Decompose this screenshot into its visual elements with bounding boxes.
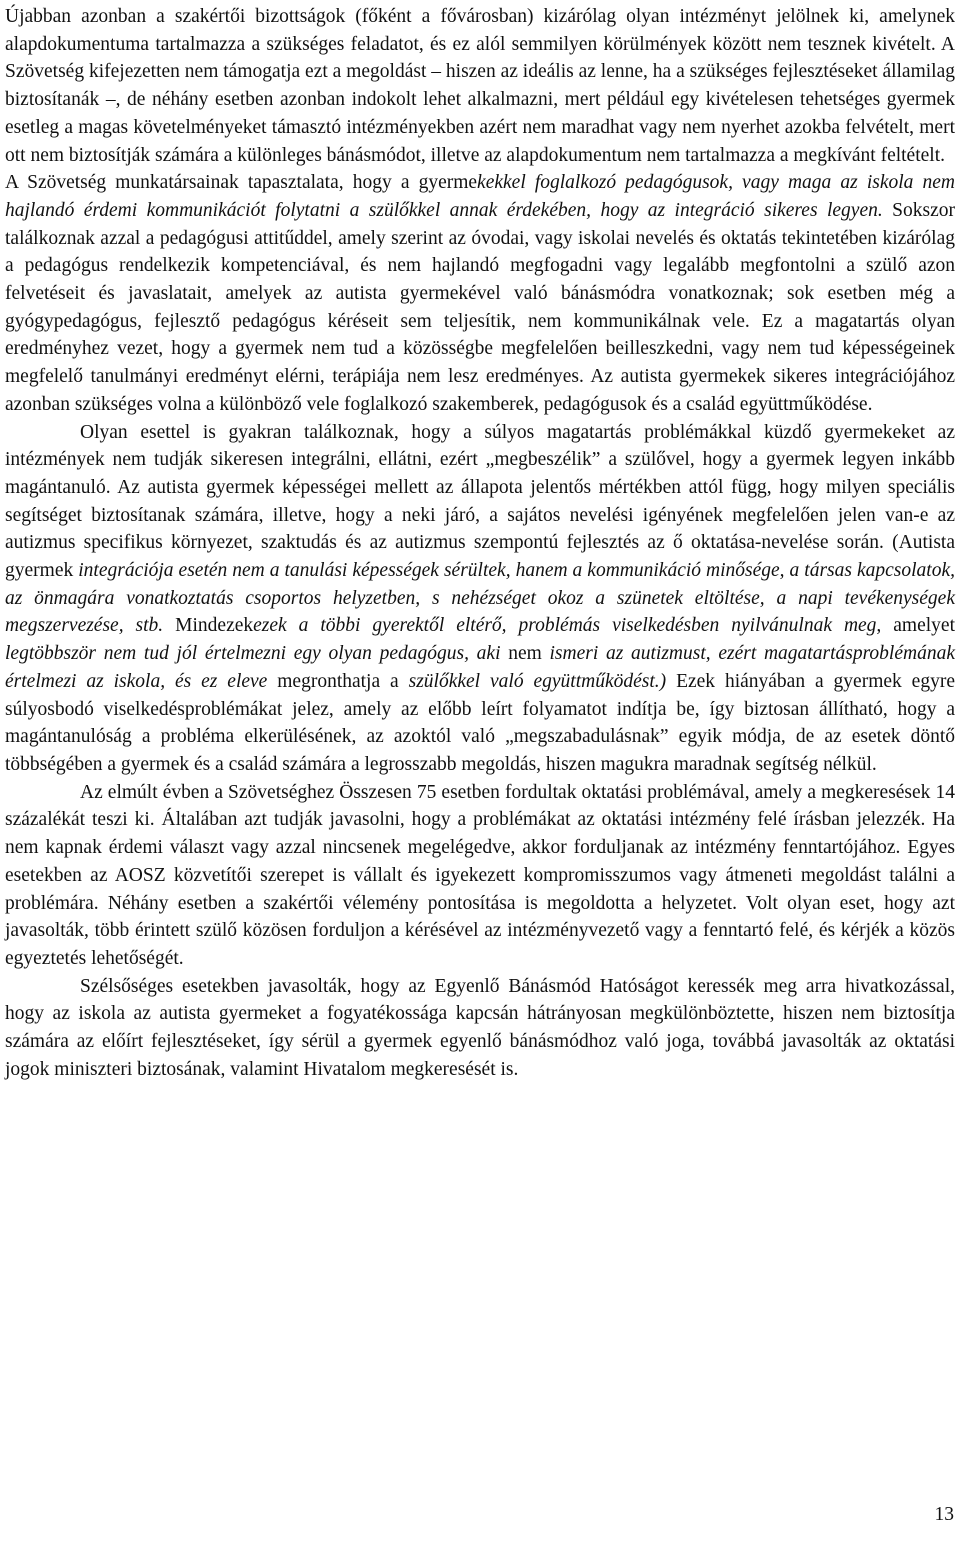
text-run: A Szövetség munkatársainak tapasztalata, hogy a gyerme [5, 172, 478, 194]
text-run: nem [500, 643, 550, 665]
text-run: megronthatja a [267, 670, 409, 692]
paragraph [5, 419, 955, 779]
paragraph [5, 973, 955, 1084]
paragraph [5, 779, 955, 973]
text-run: Az elmúlt évben a Szövetséghez Összesen 75 esetben fordultak oktatási problémával, amely a megkeresések 14 százalékát teszi ki. Általában azt tudják javasolni, hogy a problémákat az oktatási intézmény felé írásban jelezzék. Ha nem kapnak érdemi választ vagy azzal nincsenek megelégedve, akkor forduljanak az intézmény fenntartójához. Egyes esetekben az AOSZ közvetítői szerepet is vállalt és igyekezett kompromisszumos vagy átmeneti megoldást találni a problémára. Néhány esetben a szakértői vélemény pontosítása is megoldotta a helyzetet. Volt olyan eset, hogy azt javasolták, több érintett szülő közösen forduljon a kérésével az intézményvezető vagy a fenntartó felé, és kérjék a közös egyeztetés lehetőségét. [5, 781, 955, 969]
italic-text-run: ezek a többi gyerektől eltérő, problémás viselkedésben nyilvánulnak meg, [253, 615, 882, 637]
text-run: Szélsőséges esetekben javasolták, hogy az Egyenlő Bánásmód Hatóságot keressék meg arra hivatkozással, hogy az iskola az autista gyermeket a fogyatékossága kapcsán hátrányosan megkülönböztette, hiszen nem biztosítja számára az előírt fejlesztéseket, így sérül a gyermek egyenlő bánásmódhoz való joga, továbbá javasolták az oktatási jogok miniszteri biztosának, valamint Hivatalom megkeresését is. [5, 975, 955, 1080]
italic-text-run: szülőkkel való együttműködést.) [408, 670, 667, 692]
text-run: Sokszor találkoznak azzal a pedagógusi attitűddel, amely szerint az óvodai, vagy iskolai nevelés és oktatás tekintetében kizárólag a pedagógus rendelkezik kompetenciával, és nem hajlandó megfogadni vagy legalább megfontolni a szülő azon felvetéseit és javaslatait, amelyek az autista gyermekével való bánásmódra vonatkoznak; sok esetben még a gyógypedagógus, fejlesztő pedagógus kéréseit sem teljesítik, nem kommunikálnak vele. Ez a magatartás olyan eredményhez vezet, hogy a gyermek nem tud a közösségbe megfelelően beilleszkedni, vagy nem tud képességeinek megfelelő tanulmányi eredményt elérni, terápiája nem lesz eredményes. Az autista gyermekek sikeres integrációjához azonban szükséges volna a különböző vele foglalkozó szakemberek, pedagógusok és a család együttműködése. [5, 199, 955, 415]
text-run: Újabban azonban a szakértői bizottságok (főként a fővárosban) kizárólag olyan intézményt jelölnek ki, amelynek alapdokumentuma tartalmazza a szükséges feladatot, és ez alól semmilyen körülmények között nem tesznek kivételt. A Szövetség kifejezetten nem támogatja ezt a megoldást – hiszen az ideális az lenne, ha a szükséges fejlesztéseket államilag biztosítanák –, de néhány esetben azonban indokolt lehet alkalmazni, mert például egy kivételesen tehetséges gyermek esetleg a magas követelményeket támasztó intézményekben azért nem maradhat vagy nem nyerhet azokba felvételt, mert ott nem biztosítják számára a különleges bánásmódot, illetve az alapdokumentum nem tartalmazza a megkívánt feltételt. [5, 6, 955, 166]
italic-text-run: kekkel foglalkozó pedagógusok, vagy maga az iskola nem hajlandó érdemi kommunikációt folytatni a szülőkkel annak érdekében, hogy az integráció sikeres legyen. [5, 172, 955, 221]
text-run: Ezek hiányában a gyermek egyre súlyosbodó viselkedésproblémákat jelez, amely az előbb leírt folyamatot indítja be, így biztosan állítható, hogy a magántanulóság a probléma elkerülésének, az azoktól való „megszabadulásnak” egyik módja, de az esetek döntő többségében a gyermek és a család számára a legrosszabb megoldás, hiszen magukra maradnak segítség nélkül. [5, 670, 955, 775]
text-run: Olyan esettel is gyakran találkoznak, hogy a súlyos magatartás problémákkal küzdő gyermekeket az intézmények nem tudják sikeresen integrálni, ellátni, ezért „megbeszélik” a szülővel, hogy a gyermek legyen inkább magántanuló. Az autista gyermek képességei mellett az állapota jelentős mértékben attól függ, hogy milyen speciális segítséget biztosítanak számára, illetve, hogy a neki járó, a sajátos nevelési igényének megfelelően jelen van-e az autizmus specifikus környezet, szaktudás és az autizmus szempontú fejlesztés az ő oktatása-nevelése során. (Autista gyermek [5, 421, 955, 582]
italic-text-run: ismeri az autizmust, ezért magatartásproblémának értelmezi az iskola, és ez eleve [5, 643, 955, 692]
italic-text-run: legtöbbször nem tud jól értelmezni egy olyan pedagógus, aki [5, 643, 501, 665]
italic-text-run: integrációja esetén nem a tanulási képességek sérültek, hanem a kommunikáció minősége, a társas kapcsolatok, az önmagára vonatkoztatás csoportos helyzetben, s nehézséget okoz a szünetek eltöltése, a napi tevékenységek megszervezése, stb. [5, 560, 955, 637]
text-run: Mindezek [163, 615, 254, 637]
paragraph [5, 169, 955, 418]
body-text [5, 3, 955, 1083]
paragraph [5, 3, 955, 169]
text-run: amelyet [881, 615, 955, 637]
page-number: 13 [934, 1504, 954, 1525]
